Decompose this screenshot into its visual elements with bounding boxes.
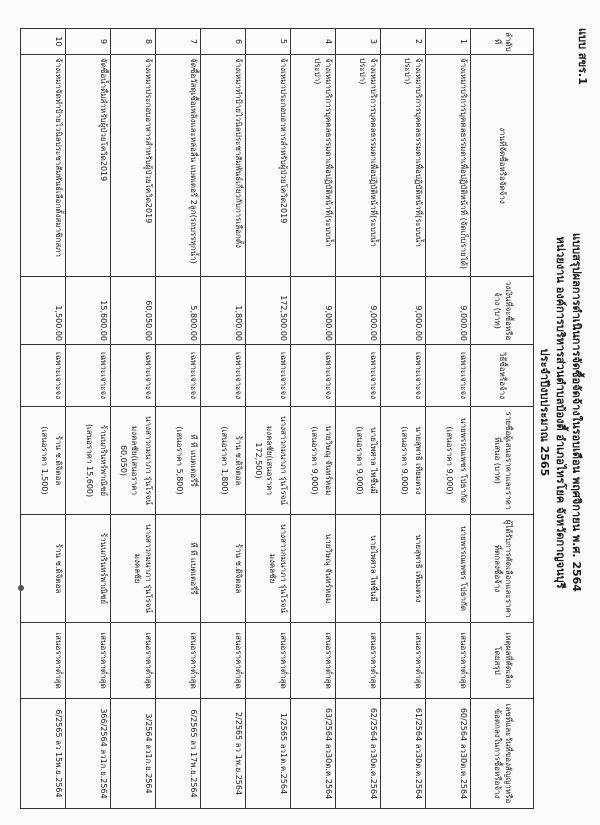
table-row <box>66 29 111 809</box>
row-bidder <box>201 407 246 515</box>
row-method <box>156 345 201 407</box>
row-number <box>156 29 201 55</box>
table-row <box>156 29 201 809</box>
row-bid-price: (เสนอราคา 5,800) <box>175 426 185 495</box>
row-number <box>381 29 426 55</box>
row-winner <box>156 515 201 623</box>
row-contract <box>381 699 426 809</box>
procurement-table <box>20 28 534 809</box>
row-number <box>246 29 291 55</box>
row-winner <box>201 515 246 623</box>
row-method-text: เฉพาะเจาะจง <box>189 351 198 400</box>
row-contract <box>21 699 66 809</box>
header-reason: เหตุผลที่คัดเลือกโดยสรุป <box>471 623 534 699</box>
row-method <box>246 345 291 407</box>
row-method-text: เฉพาะเจาะจง <box>279 351 288 400</box>
row-method <box>111 345 156 407</box>
row-item <box>66 55 111 277</box>
row-contract-text: 6/2565 ลว 15พ.ย.2564 <box>54 709 63 798</box>
row-item <box>246 55 291 277</box>
row-number-text: 4 <box>324 38 333 45</box>
table-row <box>426 29 471 809</box>
row-contract-text: 1/2565 ลว1ต.ค.2564 <box>279 712 288 795</box>
table-row <box>201 29 246 809</box>
row-winner <box>291 515 336 623</box>
table-row <box>291 29 336 809</box>
row-winner-text: นายพรรณเพชร โปธากัด <box>459 525 468 611</box>
row-budget <box>201 277 246 345</box>
header-method: วิธีซื้อหรือจ้าง <box>471 345 534 407</box>
header-no: ลำดับที่ <box>471 29 534 55</box>
row-budget <box>291 277 336 345</box>
row-winner-text: นางสาวกมนาภา รุ่นโรจน์ มงคลชัย <box>268 524 288 613</box>
row-number <box>111 29 156 55</box>
row-item-text: จัดซื้อวัสดุเชื้อเพลิงและหล่อลื่น แบตเตอรี่ 2ลูก(รถบรรทุกน้ำ) <box>189 58 198 264</box>
row-budget-text: 1,800.00 <box>234 305 243 341</box>
row-contract-text: 366/2564 ลว1ก.ย.2564 <box>99 708 108 799</box>
row-winner <box>381 515 426 623</box>
row-contract <box>246 699 291 809</box>
title-line-1: แบบสรุปผลการดำเนินการจัดซื้อจัดจ้างในรอบเดือน พฤศจิกายน พ.ศ. 2564 <box>570 233 583 592</box>
table-row <box>21 29 66 809</box>
row-bid-price: (เสนอราคา 9,000) <box>400 426 410 495</box>
table-row <box>246 29 291 809</box>
row-reason-text: เสนอราคาต่ำสุด <box>189 632 198 689</box>
row-winner <box>246 515 291 623</box>
row-budget <box>66 277 111 345</box>
row-winner-text: ร้านนกรินทร์พาณิชย์ <box>99 532 108 605</box>
row-bidder <box>291 407 336 515</box>
row-bidder <box>21 407 66 515</box>
row-number-text: 10 <box>54 36 63 47</box>
scan-dot <box>18 585 24 591</box>
row-bidder <box>156 407 201 515</box>
row-budget-text: 1,500.00 <box>54 305 63 341</box>
row-winner-text: นางสาวกมนาภา รุ่นโรจน์ มงคลชัย <box>133 524 153 613</box>
row-number <box>21 29 66 55</box>
row-item-text: จ้างเหมาจัดทำป้ายไวนิลประชาสัมพันธ์เลือกตั้งสมาชิกสภา <box>54 58 63 257</box>
row-item <box>21 55 66 277</box>
row-winner <box>21 515 66 623</box>
row-method-text: เฉพาะเจาะจง <box>369 351 378 400</box>
table-row <box>336 29 381 809</box>
row-bidder <box>381 407 426 515</box>
row-reason <box>201 623 246 699</box>
row-winner-text: ร้าน ช.ดิจิตอล <box>54 543 63 594</box>
row-method <box>291 345 336 407</box>
row-bidder-text: นางสาวกมนาภา รุ่นโรจน์ <box>144 416 153 505</box>
row-contract-text: 6/2565 ลว 17พ.ย.2564 <box>189 709 198 798</box>
row-bidder-text: ร้าน ช.ดิจิตอล <box>234 435 243 486</box>
table-row <box>381 29 426 809</box>
row-method-text: เฉพาะเจาะจง <box>144 351 153 400</box>
header-budget: วงเงินที่จะซื้อหรือจ้าง (บาท) <box>471 277 534 345</box>
row-contract-text: 3/2564 ลว1ก.ย.2564 <box>144 713 153 794</box>
row-reason <box>381 623 426 699</box>
row-number-text: 9 <box>99 38 108 45</box>
row-winner <box>336 515 381 623</box>
row-budget-text: 9,000.00 <box>369 305 378 341</box>
row-bid-price: (เสนอราคา 15,600) <box>85 423 95 498</box>
row-method <box>201 345 246 407</box>
row-contract-text: 2/2565 ลว 1พ.ย.2564 <box>234 711 243 796</box>
header-item: งานที่จัดซื้อหรือจัดจ้าง <box>471 55 534 277</box>
row-contract <box>201 699 246 809</box>
row-number-text: 1 <box>459 38 468 45</box>
row-winner-text: นายไพศาล ไพชื่นมี <box>369 535 378 602</box>
row-number <box>66 29 111 55</box>
row-reason-text: เสนอราคาต่ำสุด <box>54 632 63 689</box>
row-bid-price: มงคลชัย(เสนอราคา 172,500) <box>254 425 275 496</box>
row-number-text: 6 <box>234 38 243 45</box>
row-reason-text: เสนอราคาต่ำสุด <box>324 632 333 689</box>
row-winner <box>111 515 156 623</box>
row-number <box>201 29 246 55</box>
row-method-text: เฉพาะเจาะจง <box>99 351 108 400</box>
row-budget <box>336 277 381 345</box>
row-contract-text: 62/2564 ลว30ต.ค.2564 <box>369 707 378 800</box>
table-row <box>111 29 156 809</box>
row-number-text: 5 <box>279 38 288 45</box>
row-item-text: จ้างเหมาประกอบอาหารสำหรับผู้ป่วยโควิด2019 <box>144 58 153 224</box>
row-budget-text: 5,800.00 <box>189 305 198 341</box>
title-line-3: ประจำปีงบประมาณ 2565 <box>538 348 551 477</box>
row-item-text: จ้างเหมาบริการบุคคลธรรมดาเพื่อปฏิบัติหน้าที่ (จัดเก็บรายได้) <box>459 58 468 270</box>
row-contract-text: 61/2564 ลว30ต.ค.2564 <box>414 707 423 800</box>
row-item-text: จ้างเหมาประกอบอาหารสำหรับผู้ป่วยโควิด2019 <box>279 58 288 224</box>
row-contract-text: 60/2564 ลว30ต.ค.2564 <box>459 707 468 800</box>
row-reason <box>21 623 66 699</box>
row-item-text: จ้างเหมาทำป้ายไวนิลประชาสัมพันธ์เกี่ยวกับการเลือกตั้ง <box>234 58 243 248</box>
row-bidder-text: นายสุพาธิ เทียมตรง <box>414 426 423 495</box>
row-budget-text: 172,500.00 <box>279 295 288 341</box>
row-number-text: 2 <box>414 38 423 45</box>
row-number <box>291 29 336 55</box>
row-number-text: 7 <box>189 38 198 45</box>
row-item-text: จ้างเหมาบริการบุคคลธรรมดาเพื่อปฏิบัติหน้าที่(ระบบน้ำประปา) <box>358 58 378 247</box>
row-reason-text: เสนอราคาต่ำสุด <box>234 632 243 689</box>
row-number-text: 8 <box>144 38 153 45</box>
row-budget-text: 15,600.00 <box>99 300 108 341</box>
row-contract <box>66 699 111 809</box>
row-bid-price: (เสนอราคา 9,000) <box>355 426 365 495</box>
row-budget-text: 9,000.00 <box>324 305 333 341</box>
row-contract <box>111 699 156 809</box>
row-winner-text: ที ที แบตเตอรี่รี่ <box>189 542 198 595</box>
header-bidders: รายชื่อผู้เสนอราคาและราคาที่เสนอ (บาท) <box>471 407 534 515</box>
header-contract: เลขที่และวันที่ของสัญญาหรือข้อตกลงในการซื้อหรือจ้าง <box>471 699 534 809</box>
row-bidder-text: ร้าน ช.ดิจิตอล <box>54 435 63 486</box>
row-method <box>66 345 111 407</box>
row-method <box>381 345 426 407</box>
row-reason-text: เสนอราคาต่ำสุด <box>144 632 153 689</box>
row-winner-text: ร้าน ช.ดิจิตอล <box>234 543 243 594</box>
row-bidder <box>111 407 156 515</box>
row-winner <box>66 515 111 623</box>
row-bidder-text: นายพรรณเพชร โปธากัด <box>459 417 468 503</box>
row-item <box>291 55 336 277</box>
row-budget <box>426 277 471 345</box>
row-bidder <box>246 407 291 515</box>
row-method-text: เฉพาะเจาะจง <box>414 351 423 400</box>
row-winner-text: นายวิษณุ จันทร์หอม <box>324 533 333 604</box>
row-method-text: เฉพาะเจาะจง <box>54 351 63 400</box>
row-number <box>336 29 381 55</box>
row-bid-price: (เสนอราคา 9,000) <box>310 426 320 495</box>
row-item <box>381 55 426 277</box>
row-budget-text: 9,000.00 <box>459 305 468 341</box>
row-contract <box>336 699 381 809</box>
row-reason <box>336 623 381 699</box>
row-item-text: จ้างเหมาบริการบุคคลธรรมดาเพื่อปฏิบัติหน้าที่(ระบบน้ำประปา) <box>313 58 333 247</box>
row-bid-price: (เสนอราคา 1,800) <box>220 426 230 495</box>
row-number-text: 3 <box>369 38 378 45</box>
row-bidder <box>426 407 471 515</box>
row-budget <box>246 277 291 345</box>
row-method-text: เฉพาะเจาะจง <box>459 351 468 400</box>
row-reason <box>291 623 336 699</box>
row-item-text: จัดซื้อน้ำดื่มสำหรับผู้ป่วยโควิด2019 <box>99 58 108 182</box>
row-bid-price: มงคลชัย(เสนอราคา 60,050) <box>119 425 140 496</box>
row-bid-price: (เสนอราคา 1,500) <box>40 426 50 495</box>
row-budget <box>111 277 156 345</box>
row-contract <box>156 699 201 809</box>
row-winner-text: นายสุพาธิ เทียมตรง <box>414 534 423 603</box>
row-reason <box>111 623 156 699</box>
row-bidder-text: นางสาวกมนาภา รุ่นโรจน์ <box>279 416 288 505</box>
row-item <box>156 55 201 277</box>
row-bidder <box>336 407 381 515</box>
row-method <box>21 345 66 407</box>
header-winner: ผู้ได้รับการคัดเลือกและราคาที่ตกลงซื้อจ้าง <box>471 515 534 623</box>
form-code: แบบ สขร.1 <box>576 28 589 85</box>
row-bidder-text: ร้านนกรินทร์พาณิชย์ <box>99 424 108 497</box>
row-contract <box>291 699 336 809</box>
row-reason-text: เสนอราคาต่ำสุด <box>459 632 468 689</box>
row-item-text: จ้างเหมาบริการบุคคลธรรมดาเพื่อปฏิบัติหน้าที่(ระบบน้ำประปา) <box>403 58 423 247</box>
row-item <box>336 55 381 277</box>
row-reason <box>66 623 111 699</box>
row-item <box>111 55 156 277</box>
row-reason-text: เสนอราคาต่ำสุด <box>99 632 108 689</box>
row-reason <box>246 623 291 699</box>
row-method <box>336 345 381 407</box>
row-bid-price: (เสนอราคา 9,000) <box>445 426 455 495</box>
row-budget <box>381 277 426 345</box>
row-item <box>426 55 471 277</box>
row-reason-text: เสนอราคาต่ำสุด <box>279 632 288 689</box>
row-contract-text: 63/2564 ลว30ต.ค.2564 <box>324 707 333 800</box>
row-method-text: เฉพาะเจาะจง <box>324 351 333 400</box>
row-budget <box>156 277 201 345</box>
title-line-2: หน่วยงาน องค์การบริหารส่วนตำบลบ้องตี้ อำเภอไทรโยค จังหวัดกาญจนบุรี <box>554 236 567 589</box>
row-reason-text: เสนอราคาต่ำสุด <box>414 632 423 689</box>
row-method <box>426 345 471 407</box>
row-bidder-text: นายไพศาล ไพชื่นมี <box>369 427 378 494</box>
row-bidder <box>66 407 111 515</box>
row-reason-text: เสนอราคาต่ำสุด <box>369 632 378 689</box>
table-header-row <box>471 29 534 809</box>
row-method-text: เฉพาะเจาะจง <box>234 351 243 400</box>
row-bidder-text: นายวิษณุ จันทร์หอม <box>324 425 333 496</box>
row-budget-text: 60,050.00 <box>144 300 153 341</box>
row-reason <box>156 623 201 699</box>
row-contract <box>426 699 471 809</box>
row-winner <box>426 515 471 623</box>
row-number <box>426 29 471 55</box>
row-budget <box>21 277 66 345</box>
row-reason <box>426 623 471 699</box>
row-item <box>201 55 246 277</box>
row-budget-text: 9,000.00 <box>414 305 423 341</box>
row-bidder-text: ที ที แบตเตอรี่รี่ <box>189 434 198 487</box>
